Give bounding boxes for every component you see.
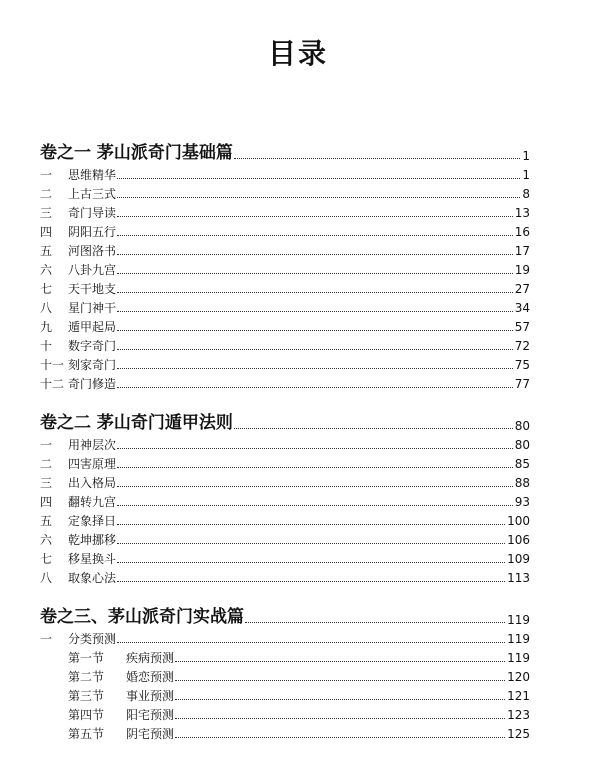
entry-number: 十一: [40, 358, 65, 372]
entry-label: 出入格局: [68, 476, 117, 490]
entry-label: 分类预测: [68, 632, 117, 646]
entry-number: 六: [40, 263, 53, 277]
entry-number: 一: [40, 168, 53, 182]
page-number: 1: [522, 168, 530, 182]
entry-number: 四: [40, 225, 53, 239]
toc-entry[interactable]: [40, 259, 530, 278]
entry-label: 翻转九宫: [68, 495, 117, 509]
page-number: 100: [507, 514, 530, 528]
toc-entry[interactable]: [40, 335, 530, 354]
page-title: 目录: [267, 37, 328, 70]
entry-label: 数字奇门: [68, 339, 117, 353]
section-label: 疾病预测: [126, 651, 175, 665]
toc-entry[interactable]: [40, 434, 530, 453]
toc-entry[interactable]: [40, 183, 530, 202]
page-number: 113: [507, 571, 530, 585]
toc-entry[interactable]: [40, 221, 530, 240]
section-number: 第一节: [68, 651, 105, 665]
toc-entry[interactable]: [40, 297, 530, 316]
dot-leader: [175, 737, 505, 738]
toc-entry[interactable]: [40, 202, 530, 221]
dot-leader: [117, 235, 513, 236]
entry-label: 思维精华: [68, 168, 117, 182]
toc-entry[interactable]: [40, 529, 530, 548]
volume-title: 卷之二 茅山奇门遁甲法则: [40, 413, 233, 433]
entry-number: 十: [40, 339, 53, 353]
volume-3: [40, 600, 530, 742]
section-number: 第二节: [68, 670, 105, 684]
page-number: 13: [514, 206, 530, 220]
volume-2: [40, 406, 530, 586]
dot-leader: [117, 368, 513, 369]
section-number: 第三节: [68, 689, 105, 703]
page-number: 19: [514, 263, 530, 277]
dot-leader: [117, 349, 513, 350]
entry-number: 十二: [40, 377, 65, 391]
section-number: 第四节: [68, 708, 105, 722]
volume-title: 卷之三、茅山派奇门实战篇: [40, 607, 244, 627]
toc-section-entry[interactable]: [40, 647, 530, 666]
page-number: 8: [522, 187, 530, 201]
page-number: 1: [522, 149, 530, 163]
page-number: 93: [514, 495, 530, 509]
entry-label: 定象择日: [68, 514, 117, 528]
toc-entry[interactable]: [40, 164, 530, 183]
entry-label: 刻家奇门: [68, 358, 117, 372]
entry-label: 阴阳五行: [68, 225, 117, 239]
toc-entry[interactable]: [40, 548, 530, 567]
toc-entry[interactable]: [40, 453, 530, 472]
dot-leader: [234, 428, 513, 429]
toc-entry[interactable]: [40, 373, 530, 392]
dot-leader: [117, 581, 505, 582]
dot-leader: [117, 486, 513, 487]
entry-number: 七: [40, 282, 53, 296]
entry-number: 一: [40, 632, 53, 646]
page-number: 85: [514, 457, 530, 471]
dot-leader: [117, 467, 513, 468]
page-number: 80: [514, 438, 530, 452]
dot-leader: [117, 311, 513, 312]
section-number: 第五节: [68, 727, 105, 741]
page-number: 77: [514, 377, 530, 391]
dot-leader: [175, 699, 505, 700]
dot-leader: [175, 718, 505, 719]
section-label: 婚恋预测: [126, 670, 175, 684]
toc-entry[interactable]: [40, 567, 530, 586]
volume-title: 卷之一 茅山派奇门基础篇: [40, 143, 233, 163]
volume-heading[interactable]: [40, 406, 530, 434]
page-number: 119: [507, 613, 530, 627]
toc-entry[interactable]: [40, 491, 530, 510]
page-number: 109: [507, 552, 530, 566]
page-number: 72: [514, 339, 530, 353]
volume-heading[interactable]: [40, 600, 530, 628]
page-number: 80: [514, 419, 530, 433]
dot-leader: [117, 197, 520, 198]
dot-leader: [117, 562, 505, 563]
entry-label: 乾坤挪移: [68, 533, 117, 547]
dot-leader: [245, 622, 505, 623]
page-number: 34: [514, 301, 530, 315]
toc-section-entry[interactable]: [40, 723, 530, 742]
entry-label: 用神层次: [68, 438, 117, 452]
page-number: 125: [507, 727, 530, 741]
dot-leader: [175, 680, 505, 681]
entry-label: 奇门修造: [68, 377, 117, 391]
entry-number: 五: [40, 514, 53, 528]
entry-number: 二: [40, 187, 53, 201]
dot-leader: [117, 524, 505, 525]
entry-number: 七: [40, 552, 53, 566]
entry-label: 四害原理: [68, 457, 117, 471]
dot-leader: [117, 642, 505, 643]
page-number: 17: [514, 244, 530, 258]
entry-number: 二: [40, 457, 53, 471]
entry-label: 移星换斗: [68, 552, 117, 566]
page-number: 57: [514, 320, 530, 334]
dot-leader: [117, 254, 513, 255]
entry-label: 星门神干: [68, 301, 117, 315]
dot-leader: [117, 273, 513, 274]
toc-entry[interactable]: [40, 628, 530, 647]
dot-leader: [117, 330, 513, 331]
dot-leader: [175, 661, 505, 662]
entry-number: 六: [40, 533, 53, 547]
section-label: 事业预测: [126, 689, 175, 703]
entry-number: 四: [40, 495, 53, 509]
toc-entry[interactable]: [40, 316, 530, 335]
dot-leader: [117, 505, 513, 506]
page-number: 123: [507, 708, 530, 722]
dot-leader: [234, 158, 520, 159]
page-number: 27: [514, 282, 530, 296]
dot-leader: [117, 448, 513, 449]
section-label: 阴宅预测: [126, 727, 175, 741]
dot-leader: [117, 292, 513, 293]
dot-leader: [117, 387, 513, 388]
volume-heading[interactable]: [40, 136, 530, 164]
entry-number: 一: [40, 438, 53, 452]
entry-label: 上古三式: [68, 187, 117, 201]
entry-number: 八: [40, 301, 53, 315]
dot-leader: [117, 216, 513, 217]
page-number: 88: [514, 476, 530, 490]
entry-number: 三: [40, 206, 53, 220]
entry-label: 遁甲起局: [68, 320, 117, 334]
section-label: 阳宅预测: [126, 708, 175, 722]
entry-number: 九: [40, 320, 53, 334]
page-number: 75: [514, 358, 530, 372]
toc-section-entry[interactable]: [40, 704, 530, 723]
dot-leader: [117, 543, 505, 544]
dot-leader: [117, 178, 520, 179]
toc-entry[interactable]: [40, 510, 530, 529]
entry-number: 三: [40, 476, 53, 490]
page-number: 120: [507, 670, 530, 684]
page-number: 16: [514, 225, 530, 239]
page-number: 106: [507, 533, 530, 547]
toc-entry[interactable]: [40, 240, 530, 259]
volume-1: [40, 136, 530, 392]
entry-label: 八卦九宫: [68, 263, 117, 277]
entry-label: 天干地支: [68, 282, 117, 296]
toc-entry[interactable]: [40, 354, 530, 373]
table-of-contents: [40, 136, 530, 756]
page-number: 119: [507, 651, 530, 665]
entry-label: 河图洛书: [68, 244, 117, 258]
page-number: 121: [507, 689, 530, 703]
entry-number: 五: [40, 244, 53, 258]
toc-entry[interactable]: [40, 472, 530, 491]
entry-label: 取象心法: [68, 571, 117, 585]
entry-label: 奇门导读: [68, 206, 117, 220]
entry-number: 八: [40, 571, 53, 585]
toc-section-entry[interactable]: [40, 666, 530, 685]
toc-entry[interactable]: [40, 278, 530, 297]
toc-section-entry[interactable]: [40, 685, 530, 704]
page-number: 119: [507, 632, 530, 646]
